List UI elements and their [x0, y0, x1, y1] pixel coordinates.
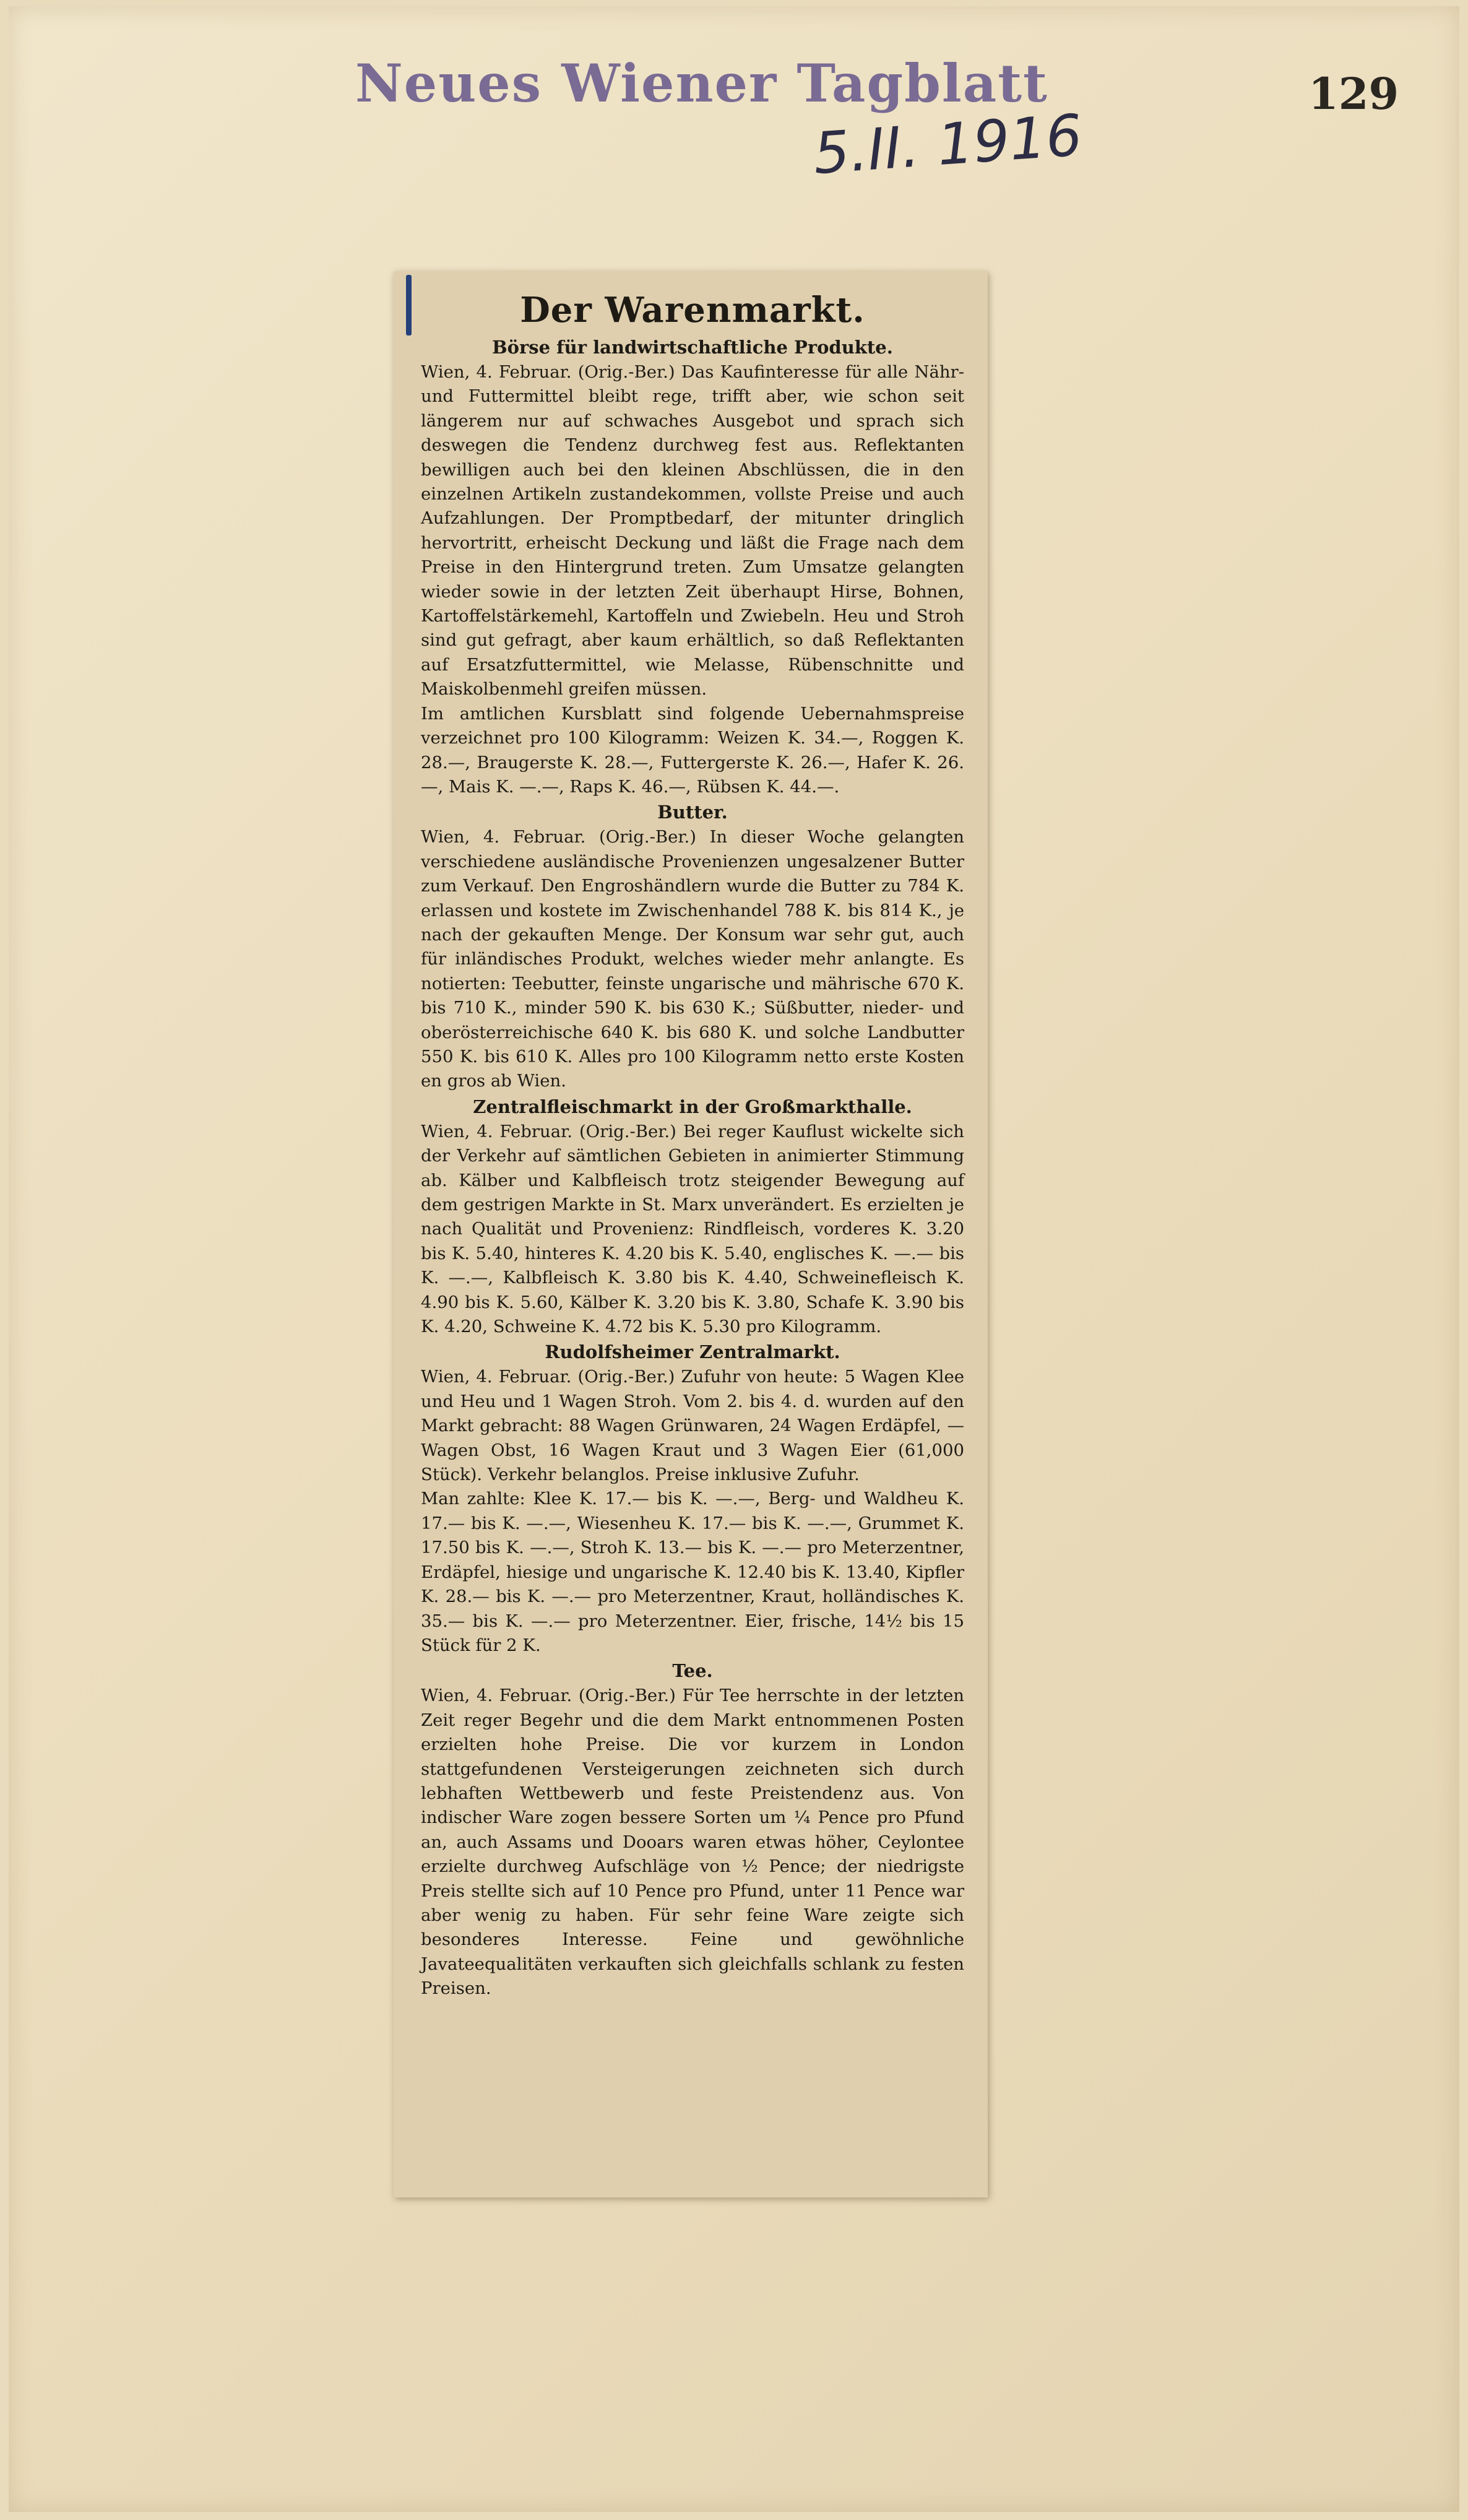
section-paragraph: Man zahlte: Klee K. 17.— bis K. —.—, Berg- und Waldheu K. 17.— bis K. —.—, Wiesenheu K. 17.— bis K. —.—, Grummet K. 17.50 bis K. —.—, Stroh K. 13.— bis K. —.— pro Meterzentner, Erdäpfel, hiesige und ungarische K. 12.40 bis K. 13.40, Kipfler K. 28.— bis K. —.— pro Meterzentner, Kraut, holländisches K. 35.— bis K. —.— pro Meterzentner. Eier, frische, 14½ bis 15 Stück für 2 K. — [421, 1489, 964, 1655]
page-number: 129 — [1308, 68, 1399, 119]
section-paragraph: Im amtlichen Kursblatt sind folgende Uebernahmspreise verzeichnet pro 100 Kilogramm: Weizen K. 34.—, Roggen K. 28.—, Braugerste K. 28.—, Futtergerste K. 26.—, Hafer K. 26.—, Mais K. —.—, Raps K. 46.—, Rübsen K. 44.—. — [421, 703, 964, 797]
section-heading: Butter. — [657, 802, 728, 823]
section-paragraph: Wien, 4. Februar. (Orig.-Ber.) Bei reger Kauflust wickelte sich der Verkehr auf sämtlichen Gebieten in animierter Stimmung ab. Kälber und Kalbfleisch trotz steigender Bewegung auf dem gestrigen Markte in St. Marx unverändert. Es erzielten je nach Qualität und Provenienz: Rindfleisch, vorderes K. 3.20 bis K. 5.40, hinteres K. 4.20 bis K. 5.40, englisches K. —.— bis K. —.—, Kalbfleisch K. 3.80 bis K. 4.40, Schweinefleisch K. 4.90 bis K. 5.60, Kälber K. 3.20 bis K. 3.80, Schafe K. 3.90 bis K. 4.20, Schweine K. 4.72 bis K. 5.30 pro Kilogramm. — [421, 1121, 964, 1337]
article-title: Der Warenmarkt. — [520, 290, 865, 331]
section-heading: Rudolfsheimer Zentralmarkt. — [545, 1341, 840, 1363]
section-paragraph: Wien, 4. Februar. (Orig.-Ber.) Das Kaufinteresse für alle Nähr- und Futtermittel bleibt rege, trifft aber, wie schon seit längerem nur auf schwaches Ausgebot und sprach sich deswegen die Tendenz durchweg fest aus. Reflektanten bewilligen auch bei den kleinen Abschlüssen, die in den einzelnen Artikeln zustandekommen, vollste Preise und auch Aufzahlungen. Der Promptbedarf, der mitunter dringlich hervortritt, erheischt Deckung und läßt die Frage nach dem Preise in den Hintergrund treten. Zum Umsatze gelangten wieder sowie in der letzten Zeit überhaupt Hirse, Bohnen, Kartoffelstärkemehl, Kartoffeln und Zwiebeln. Heu und Stroh sind gut gefragt, aber kaum erhältlich, so daß Reflektanten auf Ersatzfuttermittel, wie Melasse, Rübenschnitte und Maiskolbenmehl greifen müssen. — [421, 362, 964, 699]
handwritten-date: 5.II. 1916 — [811, 102, 1084, 188]
section-central-meat-market — [421, 1094, 964, 1340]
newspaper-name-stamp: Neues Wiener Tagblatt — [355, 53, 1048, 114]
section-tea — [421, 1658, 964, 2001]
section-heading: Börse für landwirtschaftliche Produkte. — [492, 337, 893, 358]
blue-pencil-mark — [406, 275, 412, 336]
section-paragraph: Wien, 4. Februar. (Orig.-Ber.) In dieser Woche gelangten verschiedene ausländische Provenienzen ungesalzener Butter zum Verkauf. Den Engroshändlern wurde die Butter zu 784 K. erlassen und kostete im Zwischenhandel 788 K. bis 814 K., je nach der gekauften Menge. Der Konsum war sehr gut, auch für inländisches Produkt, welches wieder mehr anlangte. Es notierten: Teebutter, feinste ungarische und mährische 670 K. bis 710 K., minder 590 K. bis 630 K.; Süßbutter, nieder- und oberösterreichische 640 K. bis 680 K. und solche Landbutter 550 K. bis 610 K. Alles pro 100 Kilogramm netto erste Kosten en gros ab Wien. — [421, 827, 964, 1091]
section-heading: Zentralfleischmarkt in der Großmarkthalle. — [473, 1096, 912, 1117]
section-heading: Tee. — [672, 1660, 713, 1682]
section-paragraph: Wien, 4. Februar. (Orig.-Ber.) Zufuhr von heute: 5 Wagen Klee und Heu und 1 Wagen Stroh. Vom 2. bis 4. d. wurden auf den Markt gebracht: 88 Wagen Grünwaren, 24 Wagen Erdäpfel, — Wagen Obst, 16 Wagen Kraut und 3 Wagen Eier (61,000 Stück). Verkehr belanglos. Preise inklusive Zufuhr. — [421, 1367, 964, 1485]
section-butter — [421, 799, 964, 1093]
section-paragraph: Wien, 4. Februar. (Orig.-Ber.) Für Tee herrschte in der letzten Zeit reger Begehr und die dem Markt entnommenen Posten erzielten hohe Preise. Die vor kurzem in London stattgefundenen Versteigerungen zeichneten sich durch lebhaften Wettbewerb und feste Preistendenz aus. Von indischer Ware zogen bessere Sorten um ¼ Pence pro Pfund an, auch Assams und Dooars waren etwas höher, Ceylontee erzielte durchweg Aufschläge von ½ Pence; der niedrigste Preis stellte sich auf 10 Pence pro Pfund, unter 11 Pence war aber wenig zu haben. Für sehr feine Ware zeigte sich besonderes Interesse. Feine und gewöhnliche Javateequalitäten verkauften sich gleichfalls schlank zu festen Preisen. — [421, 1686, 964, 1999]
section-rudolfsheim-market — [421, 1339, 964, 1658]
newspaper-clipping — [394, 271, 988, 2197]
section-produce-exchange — [421, 334, 964, 799]
